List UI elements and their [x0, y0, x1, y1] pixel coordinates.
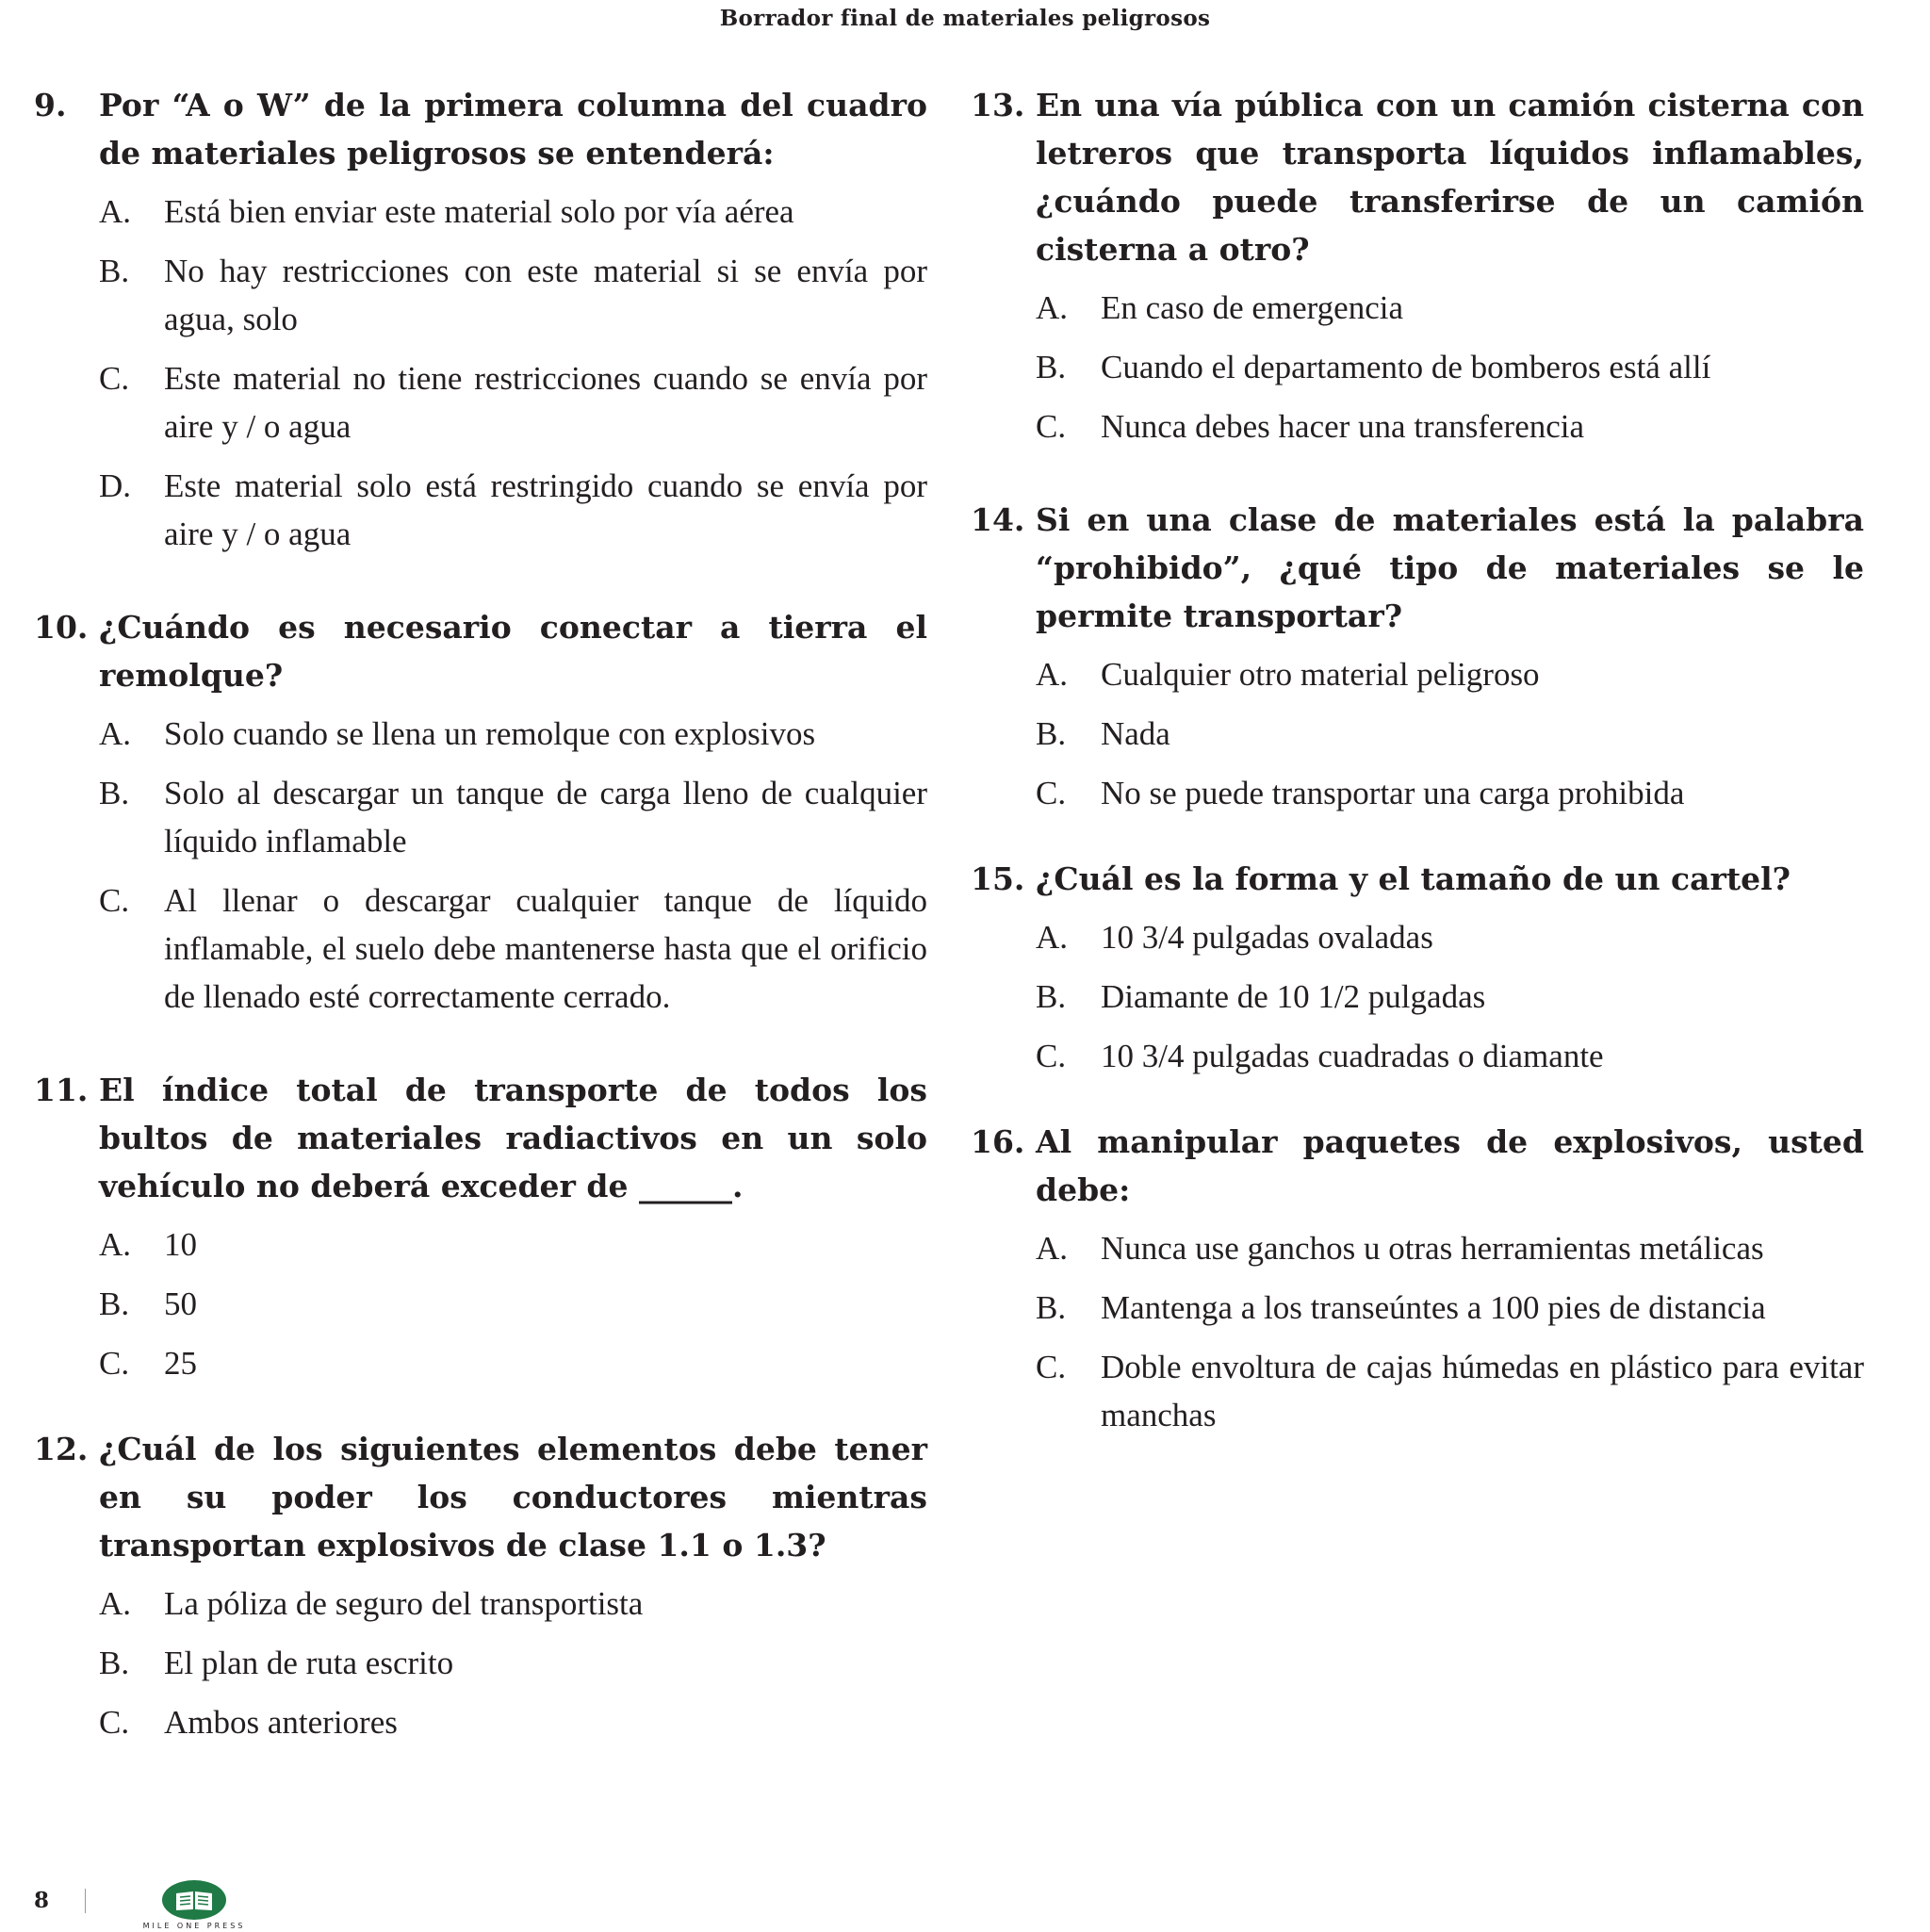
answer-option — [34, 462, 927, 558]
answer-options — [971, 1224, 1864, 1439]
question-number: 15. — [971, 860, 1025, 897]
answer-options — [971, 650, 1864, 817]
option-text: No se puede transportar una carga prohibida — [1101, 775, 1685, 811]
option-letter: B. — [99, 253, 130, 289]
answer-option — [971, 1284, 1864, 1332]
question-number: 14. — [971, 501, 1025, 538]
option-letter: A. — [1036, 289, 1069, 326]
option-letter: A. — [1036, 919, 1069, 956]
answer-option — [971, 1032, 1864, 1080]
option-letter: A. — [99, 1226, 132, 1263]
question-text: ¿Cuándo es necesario conectar a tierra el remolque? — [99, 609, 927, 694]
question-text: Por “A o W” de la primera columna del cuadro de materiales peligrosos se entenderá: — [99, 87, 927, 172]
option-text: Este material solo está restringido cuando se envía por aire y / o agua — [164, 467, 927, 552]
question-text: ¿Cuál de los siguientes elementos debe tener en su poder los conductores mientras transportan explosivos de clase 1.1 o 1.3? — [99, 1431, 927, 1564]
running-header: Borrador final de materiales peligrosos — [719, 6, 1211, 31]
answer-options — [971, 913, 1864, 1080]
publisher-logo — [133, 1879, 255, 1930]
option-letter: A. — [99, 1585, 132, 1622]
question-number: 16. — [971, 1123, 1025, 1160]
question-15 — [971, 855, 1864, 1080]
page-number: 8 — [34, 1888, 50, 1913]
answer-option — [34, 247, 927, 343]
answer-option — [34, 769, 927, 865]
question-10 — [34, 603, 927, 1021]
answer-option — [971, 1224, 1864, 1272]
option-text: Doble envoltura de cajas húmedas en plástico para evitar manchas — [1101, 1349, 1864, 1433]
option-text: Cualquier otro material peligroso — [1101, 656, 1540, 693]
answer-option — [971, 710, 1864, 758]
question-number: 10. — [34, 609, 89, 646]
option-text: Ambos anteriores — [164, 1704, 398, 1741]
answer-option — [971, 973, 1864, 1021]
option-text: Al llenar o descargar cualquier tanque de líquido inflamable, el suelo debe mantenerse hasta que el orificio de llenado esté correctamente cerrado. — [164, 882, 927, 1015]
answer-option — [971, 650, 1864, 698]
open-book-icon — [161, 1879, 227, 1921]
question-text: El índice total de transporte de todos los bultos de materiales radiactivos en un solo vehículo no deberá exceder de ______. — [99, 1072, 927, 1204]
answer-options — [34, 188, 927, 558]
answer-option — [34, 1639, 927, 1687]
answer-option — [34, 1220, 927, 1269]
option-letter: C. — [1036, 408, 1067, 445]
option-text: Este material no tiene restricciones cuando se envía por aire y / o agua — [164, 360, 927, 445]
question-text: ¿Cuál es la forma y el tamaño de un cartel? — [1036, 860, 1791, 897]
answer-option — [34, 1580, 927, 1628]
option-letter: C. — [1036, 775, 1067, 811]
question-number: 12. — [34, 1431, 89, 1467]
answer-option — [34, 354, 927, 450]
publisher-name: MILE ONE PRESS — [142, 1922, 246, 1930]
option-text: Cuando el departamento de bomberos está allí — [1101, 349, 1711, 385]
option-letter: B. — [99, 1645, 130, 1681]
option-letter: A. — [1036, 656, 1069, 693]
question-text: Al manipular paquetes de explosivos, usted debe: — [1036, 1123, 1864, 1208]
option-text: Nunca debes hacer una transferencia — [1101, 408, 1585, 445]
question-number: 9. — [34, 87, 67, 123]
answer-option — [971, 343, 1864, 391]
option-text: 10 — [164, 1226, 197, 1263]
option-letter: A. — [99, 715, 132, 752]
answer-option — [34, 1698, 927, 1746]
answer-option — [971, 402, 1864, 450]
answer-option — [971, 284, 1864, 332]
question-11 — [34, 1066, 927, 1387]
answer-option — [34, 188, 927, 236]
option-text: 25 — [164, 1345, 197, 1382]
question-text: En una vía pública con un camión cisterna con letreros que transporta líquidos inflamables, ¿cuándo puede transferirse de un camión cisterna a otro? — [1036, 87, 1864, 268]
answer-option — [971, 913, 1864, 961]
option-text: Diamante de 10 1/2 pulgadas — [1101, 978, 1486, 1015]
page-footer — [34, 1879, 255, 1932]
option-letter: C. — [99, 360, 130, 397]
answer-options — [34, 1220, 927, 1387]
question-16 — [971, 1118, 1864, 1439]
option-text: Está bien enviar este material solo por vía aérea — [164, 193, 794, 230]
answer-option — [971, 769, 1864, 817]
option-letter: C. — [1036, 1038, 1067, 1074]
option-text: 10 3/4 pulgadas ovaladas — [1101, 919, 1433, 956]
option-text: La póliza de seguro del transportista — [164, 1585, 644, 1622]
option-text: En caso de emergencia — [1101, 289, 1403, 326]
answer-option — [34, 1280, 927, 1328]
question-number: 11. — [34, 1072, 89, 1108]
option-letter: C. — [1036, 1349, 1067, 1385]
option-text: Solo al descargar un tanque de carga lleno de cualquier líquido inflamable — [164, 775, 927, 860]
left-column — [34, 81, 927, 1758]
option-letter: C. — [99, 1345, 130, 1382]
question-14 — [971, 496, 1864, 817]
question-12 — [34, 1425, 927, 1746]
question-text: Si en una clase de materiales está la palabra “prohibido”, ¿qué tipo de materiales se le permite transportar? — [1036, 501, 1864, 634]
right-column — [971, 81, 1864, 1450]
footer-divider — [85, 1889, 86, 1913]
option-letter: A. — [99, 193, 132, 230]
option-letter: C. — [99, 882, 130, 919]
option-letter: B. — [1036, 715, 1067, 752]
option-text: Nunca use ganchos u otras herramientas metálicas — [1101, 1230, 1764, 1267]
option-text: El plan de ruta escrito — [164, 1645, 454, 1681]
option-letter: B. — [1036, 349, 1067, 385]
answer-option — [971, 1343, 1864, 1439]
question-13 — [971, 81, 1864, 450]
answer-option — [34, 710, 927, 758]
option-letter: B. — [1036, 978, 1067, 1015]
option-text: 10 3/4 pulgadas cuadradas o diamante — [1101, 1038, 1604, 1074]
option-letter: C. — [99, 1704, 130, 1741]
question-9 — [34, 81, 927, 558]
option-letter: A. — [1036, 1230, 1069, 1267]
option-text: Mantenga a los transeúntes a 100 pies de distancia — [1101, 1289, 1766, 1326]
question-number: 13. — [971, 87, 1025, 123]
option-letter: B. — [99, 1285, 130, 1322]
option-letter: D. — [99, 467, 132, 504]
answer-options — [34, 710, 927, 1021]
option-letter: B. — [1036, 1289, 1067, 1326]
answer-options — [34, 1580, 927, 1746]
option-text: Nada — [1101, 715, 1170, 752]
answer-options — [971, 284, 1864, 450]
answer-option — [34, 876, 927, 1021]
answer-option — [34, 1339, 927, 1387]
option-text: 50 — [164, 1285, 197, 1322]
option-letter: B. — [99, 775, 130, 811]
option-text: Solo cuando se llena un remolque con explosivos — [164, 715, 816, 752]
option-text: No hay restricciones con este material si se envía por agua, solo — [164, 253, 927, 337]
